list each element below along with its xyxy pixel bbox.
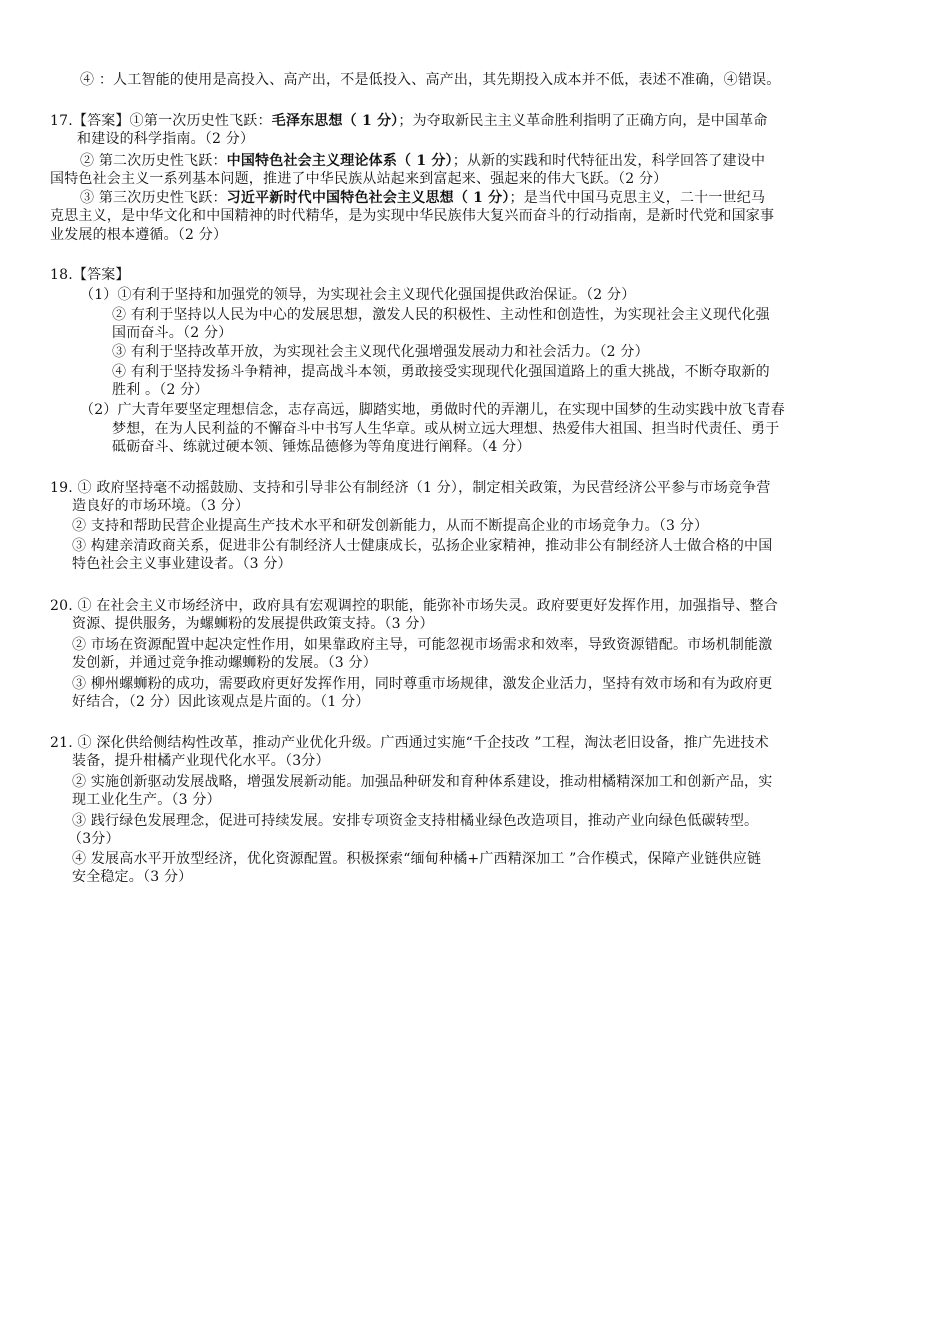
q17-p1-prefix: 17.【答案】①第一次历史性飞跃： [50, 113, 272, 129]
q17-answer-line-5 [80, 189, 765, 207]
q19-line-3: ② 支持和帮助民营企业提高生产技术水平和研发创新能力，从而不断提高企业的市场竞争力。（3 分） [72, 518, 709, 534]
q17-p3-prefix: ③ 第三次历史性飞跃： [80, 190, 227, 206]
q17-p2-prefix: ② 第二次历史性飞跃： [80, 153, 227, 169]
q19-line-4: ③ 构建亲清政商关系，促进非公有制经济人士健康成长，弘扬企业家精神，推动非公有制经济人士做合格的中国 [72, 538, 773, 554]
q17-answer-line-2: 和建设的科学指南。（2 分） [77, 131, 255, 147]
q17-answer-line-1 [50, 112, 768, 130]
q16-item-4: ④ ：人工智能的使用是高投入、高产出，不是低投入、高产出，其先期投入成本并不低，表述不准确，④错误。 [80, 72, 781, 88]
q18-line-6: 胜利 。（2 分） [112, 382, 209, 398]
q18-line-7: （2）广大青年要坚定理想信念，志存高远，脚踏实地，勇做时代的弄潮儿，在实现中国梦的生动实践中放飞青春 [80, 402, 785, 418]
q20-line-6: 好结合，（2 分）因此该观点是片面的。（1 分） [72, 694, 370, 710]
q17-answer-line-7: 业发展的根本遵循。（2 分） [50, 227, 228, 243]
q19-line-2: 造良好的市场环境。（3 分） [72, 498, 250, 514]
q19-line-5: 特色社会主义事业建设者。（3 分） [72, 556, 292, 572]
q21-line-1: 21. ① 深化供给侧结构性改革，推动产业优化升级。广西通过实施“千企技改 ”工程，淘汰老旧设备，推广先进技术 [50, 735, 769, 751]
q17-answer-line-4: 国特色社会主义一系列基本问题，推进了中华民族从站起来到富起来、强起来的伟大飞跃。（2 分） [50, 171, 668, 187]
q20-line-4: 发创新，并通过竞争推动螺蛳粉的发展。（3 分） [72, 655, 377, 671]
q17-p3-bold: 习近平新时代中国特色社会主义思想（ 1 分） [226, 190, 510, 206]
q21-line-7: ④ 发展高水平开放型经济，优化资源配置。积极探索“缅甸种橘+广西精深加工 ”合作模式，保障产业链供应链 [72, 851, 762, 867]
q17-answer-line-6: 克思主义，是中华文化和中国精神的时代精华，是为实现中华民族伟大复兴而奋斗的行动指南，是新时代党和国家事 [50, 208, 775, 224]
q18-line-3: 国而奋斗。（2 分） [112, 325, 233, 341]
q17-p3-rest: ；是当代中国马克思主义，二十一世纪马 [509, 190, 766, 206]
q18-line-1: （1）①有利于坚持和加强党的领导，为实现社会主义现代化强国提供政治保证。（2 分） [80, 287, 636, 303]
q19-line-1: 19. ① 政府坚持毫不动摇鼓励、支持和引导非公有制经济（1 分），制定相关政策，为民营经济公平参与市场竞争营 [50, 480, 771, 496]
q17-p1-rest: ；为夺取新民主主义革命胜利指明了正确方向，是中国革命 [398, 113, 768, 129]
q18-line-8: 梦想，在为人民利益的不懈奋斗中书写人生华章。或从树立远大理想、热爱伟大祖国、担当时代责任、勇于 [112, 421, 780, 437]
q20-line-5: ③ 柳州螺蛳粉的成功，需要政府更好发挥作用，同时尊重市场规律，激发企业活力，坚持有效市场和有为政府更 [72, 676, 773, 692]
q18-line-4: ③ 有利于坚持改革开放，为实现社会主义现代化强增强发展动力和社会活力。（2 分） [112, 344, 649, 360]
q21-line-5: ③ 践行绿色发展理念，促进可持续发展。安排专项资金支持柑橘业绿色改造项目，推动产业向绿色低碳转型。 [72, 813, 759, 829]
q21-line-8: 安全稳定。（3 分） [72, 869, 193, 885]
q21-line-6: （3分） [68, 831, 120, 847]
q17-answer-line-3 [80, 152, 765, 170]
q18-heading: 18.【答案】 [50, 267, 130, 283]
q18-line-9: 砥砺奋斗、练就过硬本领、锤炼品德修为等角度进行阐释。（4 分） [112, 439, 531, 455]
q20-line-2: 资源、提供服务，为螺蛳粉的发展提供政策支持。（3 分） [72, 616, 434, 632]
q21-line-2: 装备，提升柑橘产业现代化水平。（3分） [72, 753, 330, 769]
q17-p2-bold: 中国特色社会主义理论体系（ 1 分） [226, 153, 453, 169]
q20-line-3: ② 市场在资源配置中起决定性作用，如果靠政府主导，可能忽视市场需求和效率，导致资源错配。市场机制能激 [72, 637, 773, 653]
q18-line-2: ② 有利于坚持以人民为中心的发展思想，激发人民的积极性、主动性和创造性，为实现社会主义现代化强 [112, 307, 770, 323]
q21-line-4: 现工业化生产。（3 分） [72, 792, 221, 808]
q20-line-1: 20. ① 在社会主义市场经济中，政府具有宏观调控的职能，能弥补市场失灵。政府要更好发挥作用，加强指导、整合 [50, 598, 778, 614]
q17-p2-rest: ；从新的实践和时代特征出发，科学回答了建设中 [452, 153, 766, 169]
q21-line-3: ② 实施创新驱动发展战略，增强发展新动能。加强品种研发和育种体系建设，推动柑橘精深加工和创新产品，实 [72, 774, 773, 790]
q17-p1-bold: 毛泽东思想（ 1 分） [271, 113, 399, 129]
q18-line-5: ④ 有利于坚持发扬斗争精神，提高战斗本领，勇敢接受实现现代化强国道路上的重大挑战，不断夺取新的 [112, 364, 770, 380]
